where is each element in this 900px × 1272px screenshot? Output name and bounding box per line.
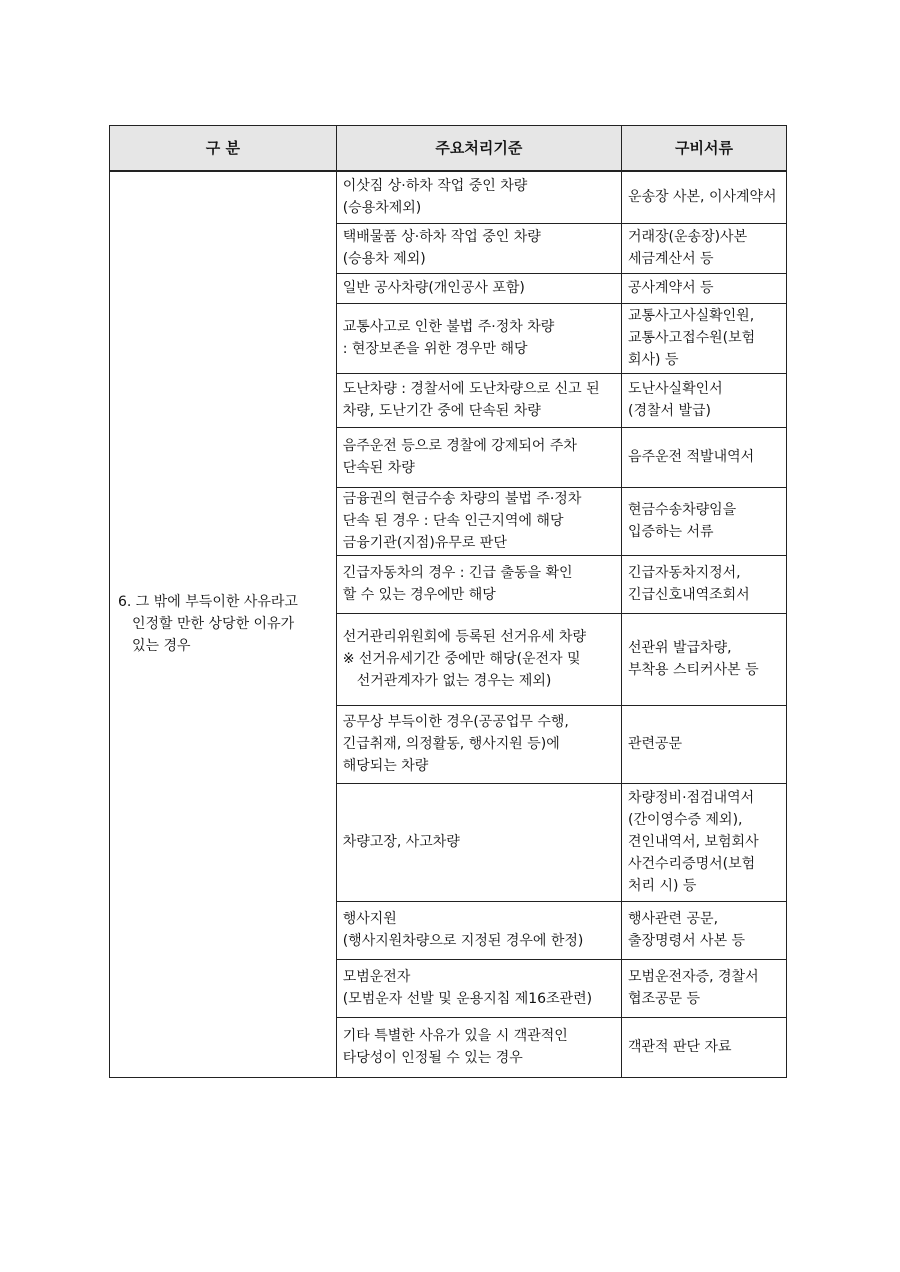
criteria-cell [336, 613, 621, 705]
documents-text: 부착용 스티커사본 등 [627, 662, 759, 678]
criteria-text: 차량, 도난기간 중에 단속된 차량 [342, 403, 541, 419]
documents-text: 긴급신호내역조회서 [627, 587, 750, 603]
header-documents: 구비서류 [621, 126, 786, 172]
header-criteria: 주요처리기준 [336, 126, 621, 172]
documents-text: 협조공문 등 [627, 991, 701, 1007]
criteria-table [109, 125, 787, 1078]
documents-text: 운송장 사본, 이사계약서 [627, 189, 777, 206]
documents-cell [621, 373, 786, 427]
criteria-text: 차량고장, 사고차량 [342, 834, 460, 850]
documents-text: 입증하는 서류 [627, 524, 714, 540]
criteria-cell [336, 303, 621, 373]
documents-text: 음주운전 적발내역서 [627, 449, 755, 465]
documents-text: 관련공문 [627, 736, 683, 752]
header-row [110, 126, 787, 172]
criteria-cell [336, 705, 621, 783]
criteria-text: 긴급자동차의 경우 : 긴급 출동을 확인 [342, 565, 573, 581]
criteria-cell [336, 427, 621, 487]
documents-text: 현금수송차량임을 [627, 502, 737, 518]
documents-text: 처리 시) 등 [627, 878, 697, 894]
criteria-text: 금융기관(지점)유무로 판단 [342, 535, 507, 551]
documents-cell [621, 427, 786, 487]
criteria-cell [336, 171, 621, 223]
criteria-note: ※ 선거유세기간 중에만 해당(운전자 및 선거관계자가 없는 경우는 제외) [342, 651, 581, 689]
category-text: 있는 경우 [132, 638, 191, 655]
criteria-cell [336, 487, 621, 555]
documents-text: 사건수리증명서(보험 [627, 856, 756, 872]
criteria-text: 교통사고로 인한 불법 주·정차 차량 [342, 319, 555, 335]
documents-text: 교통사고접수원(보험 [627, 330, 756, 346]
criteria-text: (승용차제외) [342, 200, 422, 217]
criteria-text: 택배물품 상·하차 작업 중인 차량 [342, 229, 541, 245]
documents-text: 객관적 판단 자료 [627, 1039, 732, 1055]
category-cell [110, 171, 337, 1077]
criteria-cell [336, 373, 621, 427]
criteria-cell [336, 223, 621, 273]
documents-text: 공사계약서 등 [627, 280, 714, 296]
documents-cell [621, 1017, 786, 1077]
documents-cell [621, 273, 786, 303]
documents-cell [621, 171, 786, 223]
documents-text: 교통사고사실확인원, [627, 308, 755, 324]
criteria-cell [336, 1017, 621, 1077]
documents-text: (경찰서 발급) [627, 403, 711, 419]
criteria-text: 행사지원 [342, 911, 397, 927]
documents-cell [621, 303, 786, 373]
documents-text: 견인내역서, 보험회사 [627, 834, 759, 850]
criteria-text: 긴급취재, 의정활동, 행사지원 등)에 [342, 736, 560, 752]
criteria-text: 모범운전자 [342, 969, 411, 985]
criteria-cell [336, 901, 621, 959]
criteria-text: 공무상 부득이한 경우(공공업무 수행, [342, 714, 569, 730]
criteria-text: 음주운전 등으로 경찰에 강제되어 주차 [342, 438, 577, 454]
criteria-text: 타당성이 인정될 수 있는 경우 [342, 1050, 523, 1066]
criteria-text: (승용차 제외) [342, 251, 426, 267]
criteria-text: 기타 특별한 사유가 있을 시 객관적인 [342, 1028, 568, 1044]
documents-cell [621, 487, 786, 555]
criteria-cell [336, 555, 621, 613]
criteria-text: (모범운자 선발 및 운용지침 제16조관련) [342, 991, 593, 1007]
criteria-text: 선거관리위원회에 등록된 선거유세 차량 [342, 629, 586, 645]
criteria-text: 일반 공사차량(개인공사 포함) [342, 280, 525, 296]
table-row [110, 171, 787, 223]
documents-text: 행사관련 공문, [627, 911, 719, 927]
criteria-text: 단속 된 경우 : 단속 인근지역에 해당 [342, 513, 564, 529]
criteria-text: (행사지원차량으로 지정된 경우에 한정) [342, 933, 584, 949]
documents-cell [621, 223, 786, 273]
criteria-text: 도난차량 : 경찰서에 도난차량으로 신고 된 [342, 381, 600, 397]
criteria-cell [336, 959, 621, 1017]
header-category: 구 분 [110, 126, 337, 172]
documents-text: 도난사실확인서 [627, 381, 723, 397]
category-text: 인정할 만한 상당한 이유가 [132, 616, 295, 633]
category-text: 6. 그 밖에 부득이한 사유라고 [118, 594, 298, 611]
documents-text: 차량정비·점검내역서 [627, 790, 755, 806]
criteria-text: 이삿짐 상·하차 작업 중인 차량 [342, 178, 528, 195]
documents-text: 선관위 발급차량, [627, 640, 732, 656]
documents-cell [621, 959, 786, 1017]
criteria-text: 단속된 차량 [342, 460, 415, 476]
criteria-text: 할 수 있는 경우에만 해당 [342, 587, 496, 603]
documents-text: 모범운전자증, 경찰서 [627, 969, 759, 985]
documents-text: 긴급자동차지정서, [627, 565, 741, 581]
table-body [110, 171, 787, 1077]
documents-cell [621, 901, 786, 959]
criteria-cell [336, 273, 621, 303]
documents-text: 회사) 등 [627, 352, 679, 368]
criteria-text: 해당되는 차량 [342, 758, 429, 774]
documents-text: 세금계산서 등 [627, 251, 714, 267]
documents-text: (간이영수증 제외), [627, 812, 743, 828]
criteria-text: : 현장보존을 위한 경우만 해당 [342, 341, 528, 357]
documents-cell [621, 613, 786, 705]
documents-text: 출장명령서 사본 등 [627, 933, 746, 949]
documents-text: 거래장(운송장)사본 [627, 229, 748, 245]
documents-cell [621, 705, 786, 783]
documents-cell [621, 555, 786, 613]
documents-cell [621, 783, 786, 901]
criteria-text: 금융권의 현금수송 차량의 불법 주·정차 [342, 491, 582, 507]
criteria-cell [336, 783, 621, 901]
